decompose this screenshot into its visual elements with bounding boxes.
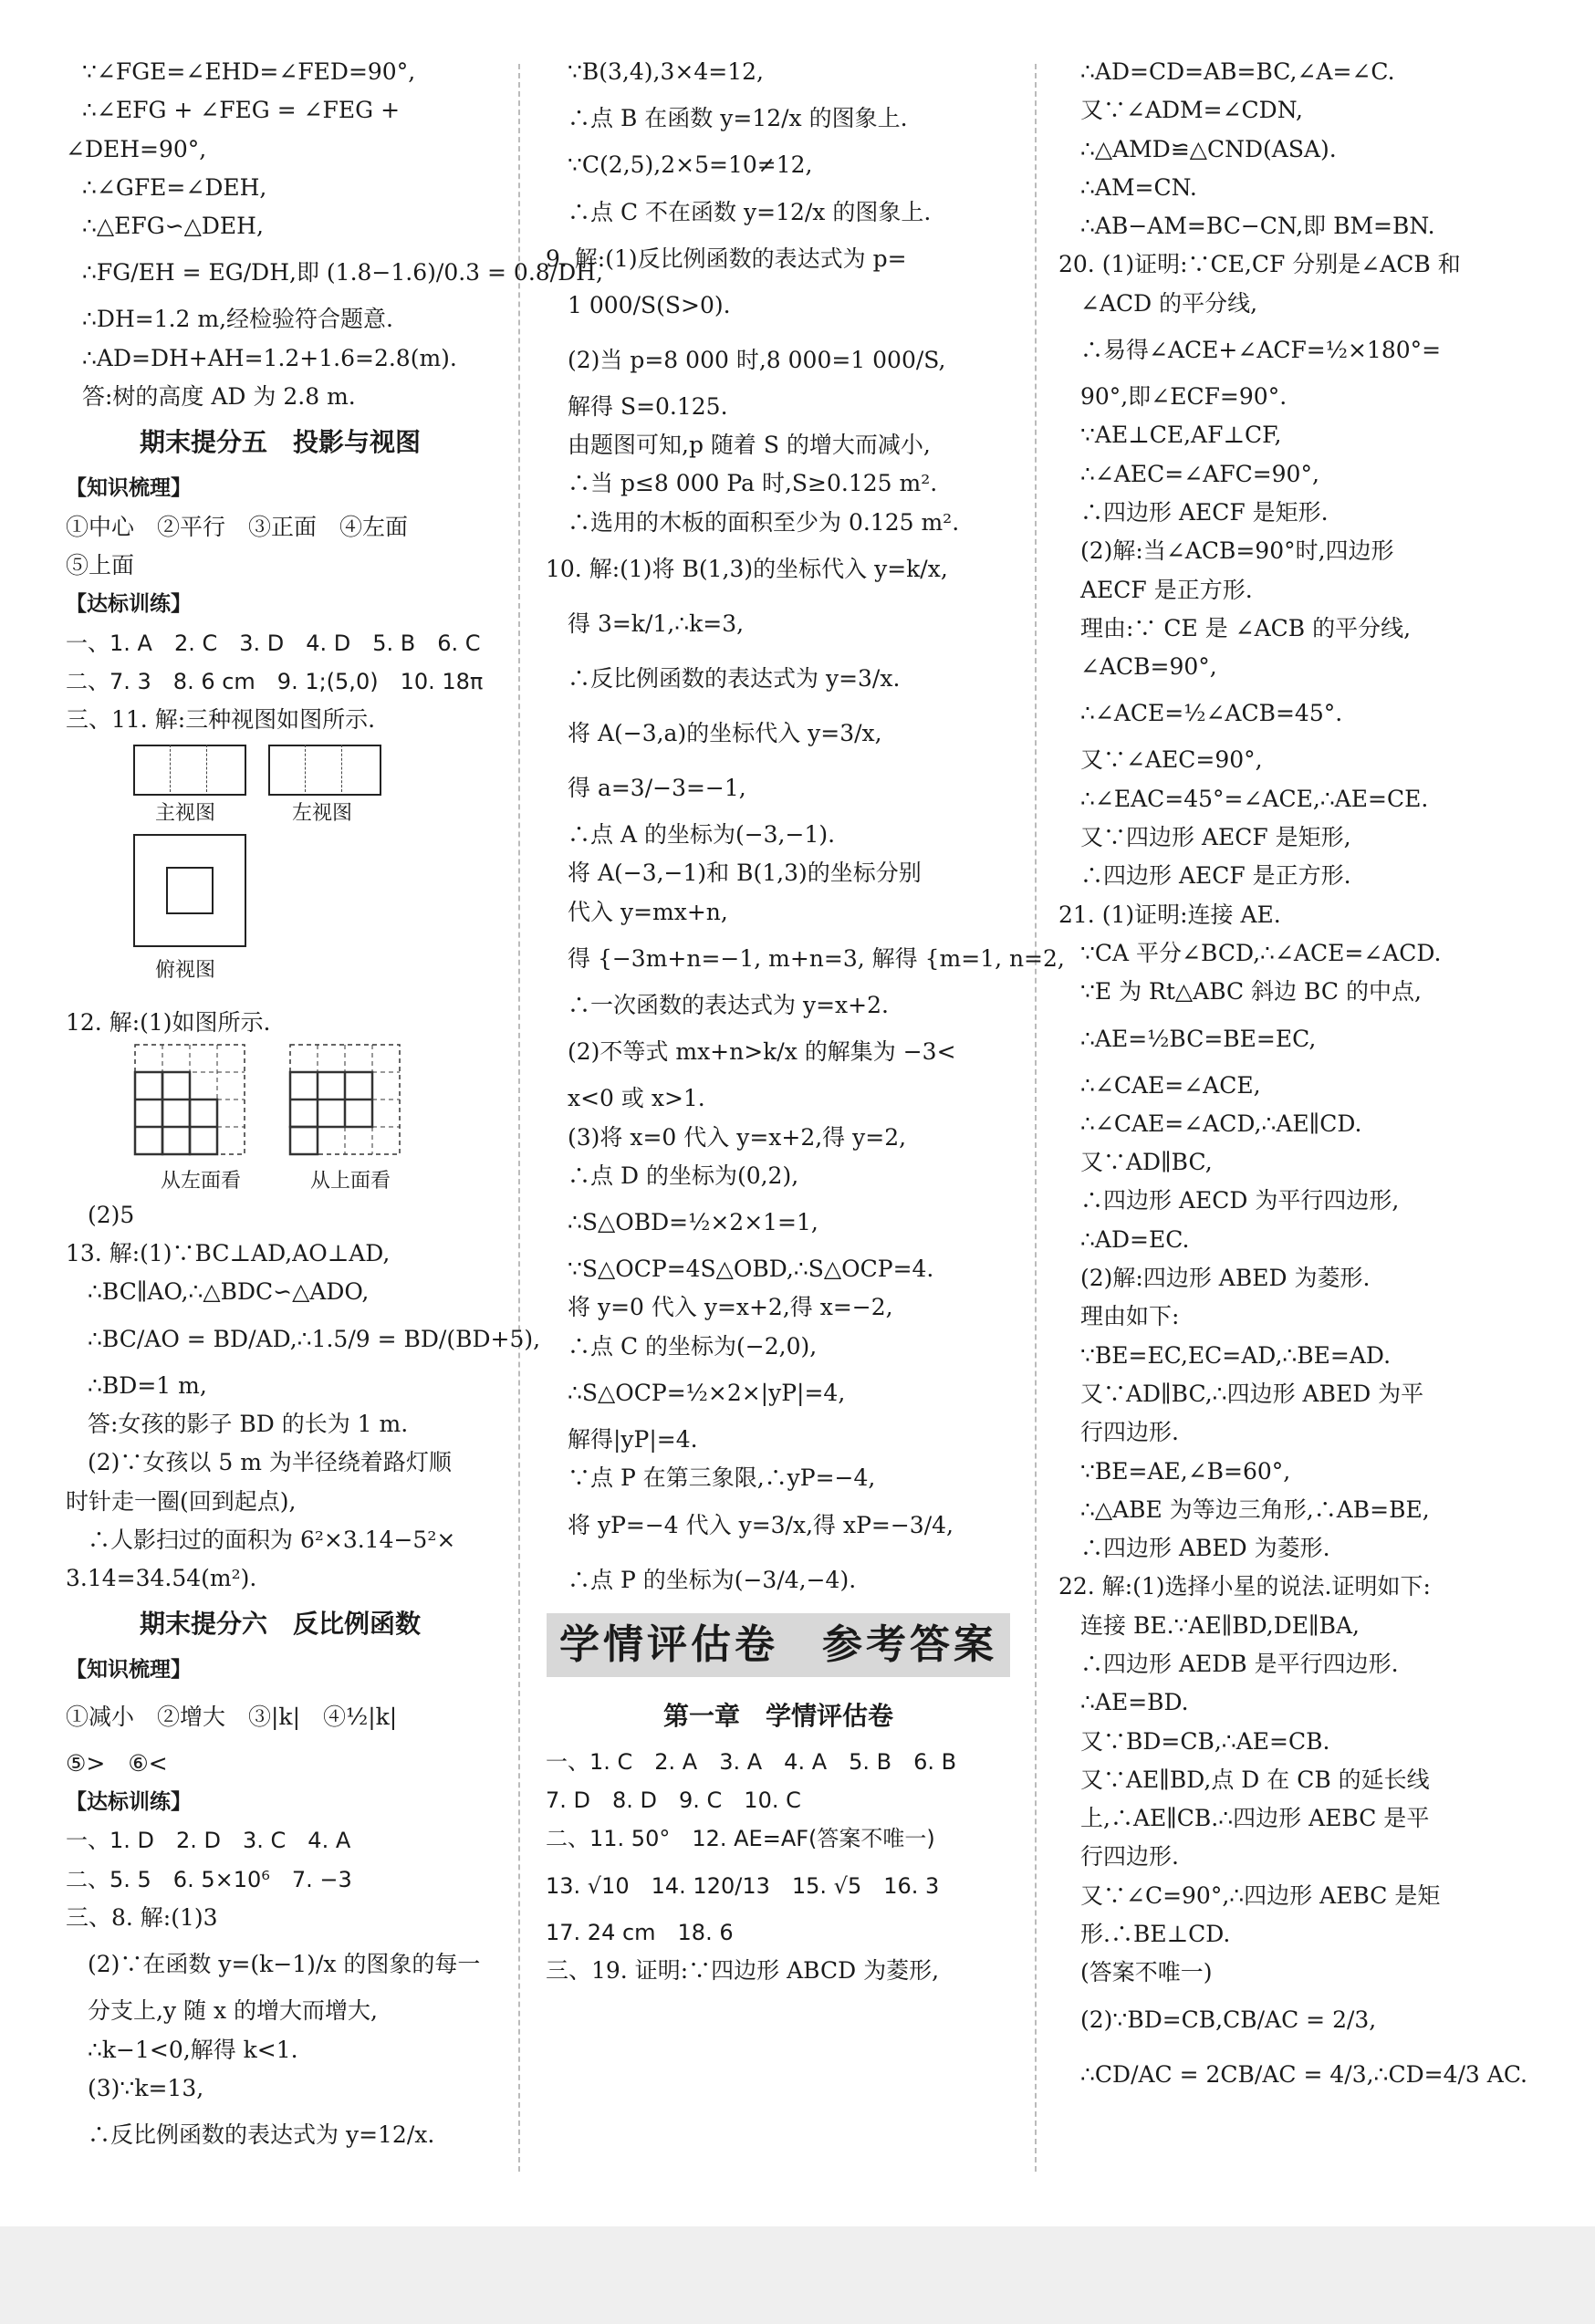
text-line: ∴BC∥AO,∴△BDC∽△ADO, (88, 1278, 370, 1306)
text-line: ∴点 P 的坐标为(−3/4,−4). (568, 1566, 857, 1593)
text-line: ∴反比例函数的表达式为 y=3/x. (568, 665, 901, 693)
text-line: 理由:∵ CE 是 ∠ACB 的平分线, (1080, 614, 1412, 641)
text-line: 9. 解:(1)反比例函数的表达式为 p= (546, 245, 907, 272)
text-line: ∴AM=CN. (1080, 173, 1197, 201)
text-line: ∴BD=1 m, (88, 1371, 207, 1399)
text-line: 分支上,y 随 x 的增大而增大, (88, 1997, 378, 2025)
text-line: 又∵四边形 AECF 是矩形, (1080, 824, 1351, 851)
text-line: 连接 BE.∵AE∥BD,DE∥BA, (1080, 1611, 1360, 1639)
text-line: ∵C(2,5),2×5=10≠12, (568, 151, 813, 179)
text-line: 90°,即∠ECF=90°. (1080, 383, 1287, 411)
answer-line: 二、11. 50° 12. AE=AF(答案不唯一) (546, 1826, 935, 1852)
text-line: (3)将 x=0 代入 y=x+2,得 y=2, (568, 1123, 907, 1151)
text-line: ∴四边形 AECD 为平行四边形, (1080, 1187, 1400, 1214)
text-line: ∴AD=DH+AH=1.2+1.6=2.8(m). (82, 344, 457, 371)
column-divider-1 (518, 64, 520, 2172)
column-1 (66, 53, 603, 2162)
text-line: 1 000/S(S>0). (568, 291, 731, 318)
text-line: 13. 解:(1)∵BC⊥AD,AO⊥AD, (66, 1240, 391, 1267)
three-views-figure (66, 739, 495, 1004)
text-line: 12. 解:(1)如图所示. (66, 1009, 271, 1037)
page-bottom-margin (0, 2226, 1595, 2324)
text-line: 行四边形. (1080, 1843, 1179, 1871)
text-line: ∵AE⊥CE,AF⊥CF, (1080, 422, 1282, 449)
text-line: ∴∠ACE=½∠ACB=45°. (1080, 700, 1343, 727)
text-line: ⑤上面 (66, 551, 135, 578)
answer-line: 一、1. A 2. C 3. D 4. D 5. B 6. C (66, 630, 481, 656)
text-line: 又∵∠C=90°,∴四边形 AEBC 是矩 (1080, 1881, 1441, 1909)
text-line: 又∵∠AEC=90°, (1080, 746, 1263, 774)
text-line: ∴当 p≤8 000 Pa 时,S≥0.125 m². (568, 470, 938, 497)
answer-key-banner (546, 1611, 1011, 1690)
grid-from-left (135, 1045, 245, 1154)
caption-front-view: 主视图 (155, 802, 216, 826)
text-line: ∴选用的木板的面积至少为 0.125 m². (568, 508, 960, 536)
text-line: (2)解:四边形 ABED 为菱形. (1080, 1265, 1371, 1292)
column-2 (546, 53, 1065, 1990)
text-line: ∴∠CAE=∠ACD,∴AE∥CD. (1080, 1110, 1362, 1137)
text-line: ∴四边形 ABED 为菱形. (1080, 1535, 1330, 1562)
text-line: ∠ACB=90°, (1080, 653, 1217, 681)
text-line: ∵CA 平分∠BCD,∴∠ACE=∠ACD. (1080, 939, 1442, 966)
text-line: 将 y=0 代入 y=x+2,得 x=−2, (568, 1294, 893, 1321)
caption-left-view: 左视图 (292, 802, 353, 826)
text-line: ∴点 D 的坐标为(0,2), (568, 1162, 799, 1189)
text-line: ∴四边形 AEDB 是平行四边形. (1080, 1650, 1399, 1677)
text-line: ∠ACD 的平分线, (1080, 289, 1258, 317)
text-line: ∴AD=EC. (1080, 1225, 1190, 1253)
top-view-inner (166, 867, 214, 914)
text-line: ∴AB−AM=BC−CN,即 BM=BN. (1080, 213, 1435, 240)
text-line: 解得 S=0.125. (568, 392, 728, 420)
text-line: 又∵BD=CB,∴AE=CB. (1080, 1727, 1330, 1755)
q12-grids-svg (66, 1043, 495, 1196)
caption-from-top: 从上面看 (310, 1169, 391, 1193)
text-line: ∴△AMD≌△CND(ASA). (1080, 135, 1337, 162)
subsection-heading: 【知识梳理】 (66, 476, 192, 501)
text-line: ∴人影扫过的面积为 6²×3.14−5²× (88, 1526, 456, 1553)
text-line: ∵E 为 Rt△ABC 斜边 BC 的中点, (1080, 978, 1422, 1006)
text-line: ∴FG/EH = EG/DH,即 (1.8−1.6)/0.3 = 0.8/DH, (82, 259, 603, 287)
q12-grid-figure (66, 1043, 495, 1196)
text-line: ∠DEH=90°, (66, 135, 207, 162)
text-line: ∴BC/AO = BD/AD,∴1.5/9 = BD/(BD+5), (88, 1325, 541, 1352)
text-line: 理由如下: (1080, 1303, 1180, 1330)
text-line: ∴∠GFE=∠DEH, (82, 173, 267, 201)
chapter-1-title: 第一章 学情评估卷 (662, 1700, 893, 1731)
text-line: 10. 解:(1)将 B(1,3)的坐标代入 y=k/x, (546, 556, 948, 583)
text-line: ∴∠EAC=45°=∠ACE,∴AE=CE. (1080, 785, 1429, 812)
text-line: ∵S△OCP=4S△OBD,∴S△OCP=4. (568, 1256, 934, 1283)
text-line: ①中心 ②平行 ③正面 ④左面 (66, 513, 409, 540)
text-line: ∴DH=1.2 m,经检验符合题意. (82, 306, 394, 333)
subsection-heading: 【达标训练】 (66, 592, 192, 617)
text-line: 答:树的高度 AD 为 2.8 m. (82, 383, 356, 411)
text-line: (答案不唯一) (1080, 1959, 1213, 1986)
left-view-rect (268, 745, 381, 796)
text-line: x<0 或 x>1. (568, 1085, 705, 1112)
hidden-line (170, 745, 171, 792)
answer-key-title: 学情评估卷 参考答案 (547, 1613, 1010, 1677)
text-line: 21. (1)证明:连接 AE. (1058, 901, 1281, 928)
text-line: ∴△EFG∽△DEH, (82, 213, 264, 240)
answer-line: 7. D 8. D 9. C 10. C (546, 1787, 801, 1813)
text-line: (2)解:当∠ACB=90°时,四边形 (1080, 537, 1394, 565)
column-divider-2 (1035, 64, 1037, 2172)
text-line: ∴易得∠ACE+∠ACF=½×180°= (1080, 337, 1442, 364)
text-line: ∴四边形 AECF 是正方形. (1080, 862, 1351, 890)
text-line: 又∵∠ADM=∠CDN, (1080, 97, 1303, 124)
text-line: 三、11. 解:三种视图如图所示. (66, 706, 376, 734)
text-line: 又∵AD∥BC, (1080, 1149, 1213, 1176)
text-line: 又∵AD∥BC,∴四边形 ABED 为平 (1080, 1380, 1424, 1407)
text-line: 得 a=3/−3=−1, (568, 775, 746, 802)
text-line: 将 yP=−4 代入 y=3/x,得 xP=−3/4, (568, 1511, 954, 1538)
text-line: 得 {−3m+n=−1, m+n=3, 解得 {m=1, n=2, (568, 944, 1065, 972)
text-line: ∴S△OCP=½×2×|yP|=4, (568, 1380, 846, 1407)
text-line: ∴CD/AC = 2CB/AC = 4/3,∴CD=4/3 AC. (1080, 2060, 1528, 2088)
section-title-5: 期末提分五 投影与视图 (139, 427, 421, 458)
text-line: 将 A(−3,a)的坐标代入 y=3/x, (568, 720, 882, 747)
text-line: 上,∴AE∥CB.∴四边形 AEBC 是平 (1080, 1805, 1430, 1832)
text-line: ∴点 C 不在函数 y=12/x 的图象上. (568, 198, 932, 225)
column-3 (1058, 53, 1533, 2102)
caption-from-left: 从左面看 (161, 1169, 242, 1193)
text-line: ∴S△OBD=½×2×1=1, (568, 1209, 818, 1236)
text-line: 将 A(−3,−1)和 B(1,3)的坐标分别 (568, 860, 922, 887)
subsection-heading: 【知识梳理】 (66, 1658, 192, 1683)
text-line: ∴AE=BD. (1080, 1689, 1189, 1716)
answer-line: 13. √10 14. 120/13 15. √5 16. 3 (546, 1872, 940, 1899)
text-line: 答:女孩的影子 BD 的长为 1 m. (88, 1410, 409, 1437)
text-line: ∴点 A 的坐标为(−3,−1). (568, 821, 836, 849)
text-line: AECF 是正方形. (1080, 576, 1253, 603)
answer-line: 一、1. C 2. A 3. A 4. A 5. B 6. B (546, 1748, 957, 1775)
text-line: 由题图可知,p 随着 S 的增大而减小, (568, 432, 931, 459)
text-line: (2)当 p=8 000 时,8 000=1 000/S, (568, 346, 946, 373)
caption-top-view: 俯视图 (155, 959, 216, 983)
text-line: (3)∵k=13, (88, 2074, 204, 2101)
subsection-heading: 【达标训练】 (66, 1790, 192, 1815)
text-line: ∴AE=½BC=BE=EC, (1080, 1025, 1317, 1052)
text-line: (2)∵BD=CB,CB/AC = 2/3, (1080, 2006, 1377, 2033)
text-line: 解得|yP|=4. (568, 1426, 698, 1454)
text-line: ⑤> ⑥< (66, 1749, 168, 1777)
text-line: ∴k−1<0,解得 k<1. (88, 2036, 298, 2063)
text-line: 22. 解:(1)选择小星的说法.证明如下: (1058, 1573, 1431, 1600)
section-title-6: 期末提分六 反比例函数 (139, 1609, 421, 1640)
text-line: ∵B(3,4),3×4=12, (568, 58, 764, 85)
answer-line: 二、5. 5 6. 5×10⁶ 7. −3 (66, 1866, 352, 1892)
text-line: ∴△ABE 为等边三角形,∴AB=BE, (1080, 1495, 1430, 1523)
text-line: 形.∴BE⊥CD. (1080, 1921, 1231, 1948)
text-line: 3.14=34.54(m²). (66, 1565, 257, 1592)
text-line: ∴四边形 AECF 是矩形. (1080, 498, 1329, 526)
text-line: 得 3=k/1,∴k=3, (568, 610, 745, 638)
text-line: ∵∠FGE=∠EHD=∠FED=90°, (82, 58, 416, 85)
text-line: ∵BE=AE,∠B=60°, (1080, 1457, 1291, 1485)
text-line: 三、8. 解:(1)3 (66, 1903, 218, 1931)
text-line: 代入 y=mx+n, (568, 898, 728, 925)
text-line: ∴一次函数的表达式为 y=x+2. (568, 991, 889, 1018)
text-line: (2)∵女孩以 5 m 为半径绕着路灯顺 (88, 1449, 452, 1476)
text-line: ∴∠AEC=∠AFC=90°, (1080, 460, 1319, 487)
text-line: 三、19. 证明:∵四边形 ABCD 为菱形, (546, 1956, 940, 1984)
text-line: 时针走一圈(回到起点), (66, 1487, 297, 1515)
text-line: ∴点 C 的坐标为(−2,0), (568, 1332, 818, 1360)
hidden-line (341, 745, 342, 792)
text-line: ∴∠CAE=∠ACE, (1080, 1071, 1261, 1099)
text-line: ∴AD=CD=AB=BC,∠A=∠C. (1080, 58, 1395, 85)
answer-line: 17. 24 cm 18. 6 (546, 1919, 734, 1945)
front-view-rect (133, 745, 246, 796)
text-line: (2)不等式 mx+n>k/x 的解集为 −3< (568, 1038, 956, 1066)
text-line: 又∵AE∥BD,点 D 在 CB 的延长线 (1080, 1766, 1430, 1793)
text-line: ∴反比例函数的表达式为 y=12/x. (88, 2121, 435, 2149)
hidden-line (305, 745, 306, 792)
text-line: ∵点 P 在第三象限,∴yP=−4, (568, 1464, 876, 1492)
answer-line: 二、7. 3 8. 6 cm 9. 1;(5,0) 10. 18π (66, 668, 484, 694)
text-line: (2)5 (88, 1201, 135, 1228)
hidden-line (206, 745, 207, 792)
text-line: ∴点 B 在函数 y=12/x 的图象上. (568, 105, 908, 132)
text-line: ①减小 ②增大 ③|k| ④½|k| (66, 1703, 398, 1730)
text-line: ∵BE=EC,EC=AD,∴BE=AD. (1080, 1341, 1392, 1369)
text-line: (2)∵在函数 y=(k−1)/x 的图象的每一 (88, 1951, 481, 1978)
answer-line: 一、1. D 2. D 3. C 4. A (66, 1828, 351, 1854)
text-line: 行四边形. (1080, 1419, 1179, 1446)
grid-from-top (290, 1045, 400, 1154)
text-line: ∴∠EFG + ∠FEG = ∠FEG + (82, 97, 401, 124)
text-line: 20. (1)证明:∵CE,CF 分别是∠ACB 和 (1058, 251, 1461, 278)
